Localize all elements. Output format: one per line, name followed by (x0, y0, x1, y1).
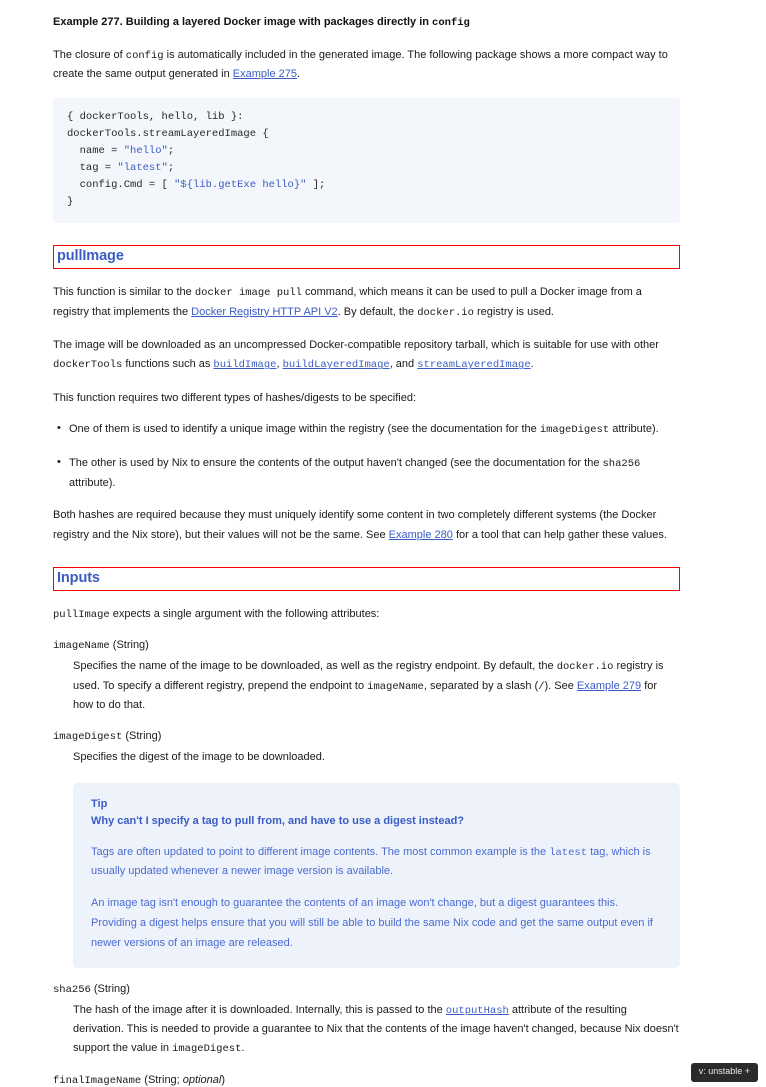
bullet1-text-2: attribute). (609, 423, 659, 435)
sha256-text-1: The hash of the image after it is downloaded. Internally, this is passed to the (73, 1003, 446, 1016)
sha256-text-2: attribute of the resulting derivation. This is needed to provide a guarantee to Nix that the contents of the image haven't changed, because Nix doesn't support the value in (73, 1003, 679, 1055)
p1-text-1: This function is similar to the (53, 286, 195, 299)
imagename-text-5: for how to do that. (73, 679, 658, 711)
content-body (53, 46, 680, 1087)
code-line-4-pre: tag = (67, 162, 118, 175)
inputs-intro-code: pullImage (53, 608, 110, 621)
intro-text-3: . (297, 68, 301, 81)
bullet1-text-1: One of them is used to identify a unique image within the registry (see the documentation for the (69, 423, 540, 435)
code-line-5-post: ]; (306, 179, 326, 192)
tip-subtitle: Why can't I specify a tag to pull from, and have to use a digest instead? (91, 815, 465, 827)
sha256-code: imageDigest (172, 1043, 242, 1056)
def-term-sha256-label: sha256 (53, 983, 91, 996)
pullimage-paragraph-1 (53, 283, 680, 322)
inputs-intro-paragraph (53, 605, 680, 624)
list-item (69, 454, 680, 493)
imagename-code-1: docker.io (556, 661, 614, 674)
bullet2-text-1: The other is used by Nix to ensure the contents of the output haven't changed (see the documentation for the (69, 456, 603, 469)
pullimage-paragraph-3: This function requires two different types of hashes/digests to be specified: (53, 391, 416, 404)
intro-text-1: The closure of (53, 48, 126, 61)
finalimagename-type-post: ) (221, 1073, 226, 1086)
code-line-1: { dockerTools, hello, lib }: (67, 111, 244, 124)
p2-text-3: . (530, 358, 534, 371)
bullet2-text-2: attribute). (69, 476, 116, 489)
def-term-imagedigest-type: (String) (122, 730, 162, 743)
example-caption-code: config (432, 17, 470, 29)
link-outputhash[interactable]: outputHash (445, 1004, 509, 1017)
tip-p1-text-1: Tags are often updated to point to different image contents. The most common example is the (91, 845, 550, 858)
hash-types-list (53, 420, 680, 492)
p4-text-1: Both hashes are required because they must uniquely identify some content in two completely different systems (the Docker registry and the Nix store), but their values will not be the same. See (53, 509, 657, 541)
pullimage-paragraph-4 (53, 506, 680, 545)
code-block (53, 98, 680, 223)
link-buildimage[interactable]: buildImage (213, 359, 277, 372)
code-line-5-string: "${lib.getExe hello}" (174, 179, 307, 192)
link-example-280[interactable]: Example 280 (388, 528, 453, 541)
def-term-imagename-label: imageName (53, 640, 110, 653)
intro-code: config (125, 49, 164, 62)
def-term-sha256 (53, 983, 680, 996)
heading-inputs[interactable]: Inputs (57, 569, 100, 586)
p2-text-2: functions such as (122, 358, 214, 371)
imagename-text-3: , separated by a slash ( (423, 679, 539, 692)
code-line-5-pre: config.Cmd = [ (67, 179, 175, 192)
tip-callout (73, 783, 680, 968)
code-line-4-string: "latest" (117, 162, 168, 175)
def-term-finalimagename-type (141, 1074, 225, 1086)
version-selector-badge[interactable]: v: unstable + (691, 1063, 758, 1082)
sha256-text-3: . (241, 1042, 245, 1055)
code-line-3-pre: name = (67, 145, 124, 158)
p1-text-3: . By default, the (337, 305, 418, 318)
tip-p1-code: latest (549, 846, 588, 859)
annotation-box-inputs (53, 567, 680, 591)
def-term-imagedigest (53, 730, 680, 743)
def-desc-sha256 (73, 1001, 680, 1059)
imagename-code-2: imageName (367, 680, 424, 693)
tip-paragraph-1 (91, 843, 662, 883)
inputs-definition-list (53, 639, 680, 1086)
def-term-imagedigest-label: imageDigest (53, 731, 123, 744)
def-term-finalimagename-label: finalImageName (53, 1074, 142, 1087)
imagename-text-2: registry is used. To specify a different registry, prepend the endpoint to (73, 660, 664, 692)
p2-sep-2: , and (389, 358, 418, 371)
tip-title: Tip (91, 797, 108, 810)
def-term-imagename (53, 639, 680, 652)
code-line-4-post: ; (167, 162, 175, 175)
code-line-2: dockerTools.streamLayeredImage { (67, 128, 269, 141)
imagename-text-1: Specifies the name of the image to be downloaded, as well as the registry endpoint. By default, the (73, 660, 557, 673)
p1-code-2: docker.io (417, 306, 474, 319)
p2-text-1: The image will be downloaded as an uncompressed Docker-compatible repository tarball, which is suitable for use with other (53, 339, 659, 352)
inputs-intro-text: expects a single argument with the following attributes: (109, 607, 380, 620)
p1-text-2: command, which means it can be used to pull a Docker image from a registry that implements the (53, 286, 642, 318)
link-buildlayeredimage[interactable]: buildLayeredImage (282, 359, 390, 372)
def-term-imagename-type: (String) (109, 639, 149, 652)
def-term-sha256-type: (String) (90, 982, 130, 995)
annotation-box-pullimage (53, 245, 680, 269)
p1-text-4: registry is used. (473, 305, 554, 318)
code-line-3-string: "hello" (123, 145, 168, 158)
code-line-3-post: ; (167, 145, 175, 158)
p2-sep-1: , (276, 358, 283, 371)
finalimagename-type-pre: (String; (141, 1073, 183, 1086)
tip-paragraph-2: An image tag isn't enough to guarantee the contents of an image won't change, but a digest guarantees this. Providing a digest helps ensure that you will still be able to build the same Nix code and get the same output even if newer versions of an image are released. (91, 897, 653, 949)
link-docker-registry-api[interactable]: Docker Registry HTTP API V2 (191, 305, 338, 318)
link-streamlayeredimage[interactable]: streamLayeredImage (417, 359, 531, 372)
finalimagename-type-optional: optional (182, 1073, 222, 1086)
pullimage-paragraph-2 (53, 336, 680, 375)
def-term-finalimagename (53, 1074, 680, 1087)
list-item (69, 420, 680, 440)
p1-code-1: docker image pull (194, 287, 302, 300)
bullet1-code: imageDigest (539, 424, 610, 436)
example-caption (53, 14, 766, 32)
bullet2-code: sha256 (602, 457, 641, 470)
example-caption-text: Example 277. Building a layered Docker image with packages directly in (53, 16, 433, 28)
p2-code-1: dockerTools (53, 359, 123, 372)
intro-text-2: is automatically included in the generated image. The following package shows a more compact way to create the same output generated in (53, 48, 668, 81)
p4-text-2: for a tool that can help gather these values. (452, 528, 667, 541)
def-desc-imagename (73, 657, 680, 715)
def-desc-imagedigest: Specifies the digest of the image to be downloaded. (73, 751, 325, 764)
heading-pullimage[interactable]: pullImage (57, 248, 124, 265)
link-example-275[interactable]: Example 275 (232, 68, 298, 81)
imagename-text-4: ). See (544, 679, 577, 692)
imagename-code-3: / (538, 680, 545, 693)
link-example-279[interactable]: Example 279 (576, 679, 642, 692)
intro-paragraph (53, 46, 680, 85)
code-line-6: } (67, 196, 74, 209)
tip-p1-text-2: tag, which is usually updated whenever a newer image version is available. (91, 845, 651, 878)
